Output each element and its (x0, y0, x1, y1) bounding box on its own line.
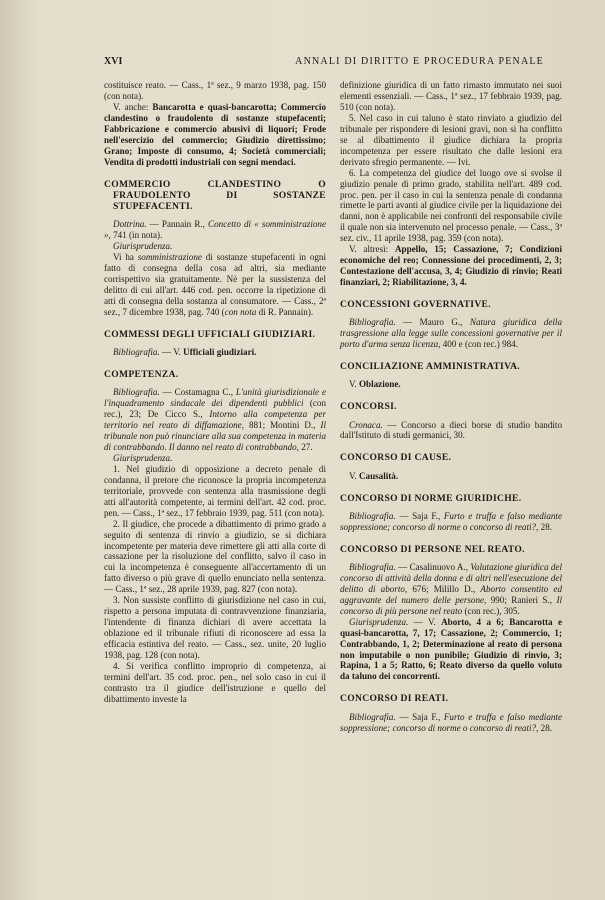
see-also-entry: V. Oblazione. (349, 379, 401, 390)
giurisprudenza-label: Giurisprudenza. (113, 452, 173, 463)
giurisprudenza-label: Giurisprudenza. (113, 241, 173, 252)
paragraph: 5. Nel caso in cui taluno è stato rinviato a giudizio del tribunale per rispondere di lesioni gravi, non si ha conflitto se al dibattimento il giudice dichiara la propria incompetenza per essere risultato che dalle lesioni era derivato sfregio permanente. — Ivi. (340, 112, 562, 167)
paragraph: Vi ha somministrazione di sostanze stupefacenti in ogni fatto di consegna della cosa ad altri, sia mediante corrispettivo sia gratuitamente. Nè per la sussistenza del delitto di cui all'art. 446 cod. pen. occorre la ripetizione di atti di consegna della sostanza al consumatore. — Cass., 2ª sez., 7 dicembre 1938, pag. 740 (con nota di R. Pannain). (104, 252, 326, 317)
paragraph: definizione giuridica di un fatto rimasto immutato nei suoi elementi essenziali. — Cass., 1ª sez., 17 febbraio 1939, pag. 510 (con nota). (340, 80, 562, 112)
see-also-paragraph: V. anche: Bancarotta e quasi-bancarotta; Commercio clandestino o fraudolento di sostanze stupefacenti; Fabbricazione e commercio abusivi di liquori; Frode nell'esercizio del commercio; Giudizio direttissimo; Grano; Imposte di consumo, 4; Società commerciali; Vendita di prodotti industriali con segni mendaci. (104, 101, 326, 167)
running-title: ANNALI DI DIRITTO E PROCEDURA PENALE (295, 56, 544, 67)
paragraph: costituisce reato. — Cass., 1ª sez., 9 marzo 1938, pag. 150 (con nota). (104, 80, 326, 101)
paragraph: 3. Non sussiste conflitto di giurisdizione nel caso in cui, rispetto a persona imputata di contravvenzione finanziaria, l'intendente di finanza dichiari di avere accettata la oblazione ed il tribunale rifiuti di riconoscere ad essa la efficacia estintiva del reato. — Cass., sez. unite, 20 luglio 1938, pag. 128 (con nota). (104, 595, 326, 661)
right-column (340, 80, 562, 734)
section-heading-concessioni: CONCESSIONI GOVERNATIVE. (340, 299, 491, 311)
paragraph: 2. Il giudice, che procede a dibattimento di primo grado a seguito di sentenza di rinvio a giudizio, se si dichiara incompetente per materia deve rimettere gli atti alla corte di cassazione per la risoluzione del conflitto, salvo il caso in cui la incompetenza è conseguente all'accertamento di un fatto diverso o più grave di quello enunciato nella sentenza. — Cass., 1ª sez., 28 aprile 1939, pag. 827 (con nota). (104, 518, 326, 595)
section-heading-conciliazione: CONCILIAZIONE AMMINISTRATIVA. (340, 361, 520, 373)
dottrina-entry: Dottrina. — Pannain R., Concetto di « somministrazione », 741 (in nota). (104, 219, 326, 241)
section-heading-concorso-norme: CONCORSO DI NORME GIURIDICHE. (340, 492, 522, 504)
section-heading-commercio-clandestino: COMMERCIO CLANDESTINO O FRAUDOLENTO DI SOSTANZE STUPEFACENTI. (104, 178, 326, 213)
see-also-paragraph: V. altresì: Appello, 15; Cassazione, 7; Condizioni economiche del reo; Connessione dei procedimenti, 2, 3; Contestazione dell'accusa, 3, 4; Giudizio di rinvio; Reati finanziari, 2; Riabilitazione, 3, 4. (340, 244, 562, 288)
see-also-entry: V. Causalità. (349, 470, 399, 481)
section-heading-concorso-persone: CONCORSO DI PERSONE NEL REATO. (340, 543, 525, 555)
cronaca-entry: Cronaca. — Concorso a dieci borse di studio bandito dall'Istituto di studi germanici, 30. (340, 419, 562, 441)
left-column (104, 80, 326, 705)
section-heading-concorso-cause: CONCORSO DI CAUSE. (340, 452, 452, 464)
bibliografia-entry: Bibliografia. — Saja F., Furto e truffa e falso mediante soppressione; concorso di norme o concorso di reati?, 28. (340, 510, 562, 532)
paragraph: 4. Si verifica conflitto improprio di competenza, ai termini dell'art. 35 cod. proc. pen., nel solo caso in cui il contrasto tra il giudice dell'istruzione e quello del dibattimento investe la (104, 661, 326, 704)
bibliografia-entry: Bibliografia. — Saja F., Furto e truffa e falso mediante soppressione; concorso di norme o concorso di reati?, 28. (340, 711, 562, 733)
giurisprudenza-entry: Giurisprudenza. — V. Aborto, 4 a 6; Bancarotta e quasi-bancarotta, 7, 17; Cassazione, 2; Commercio, 1; Contrabbando, 1, 2; Determinazione al reato di persona non imputabile o non punibile; Giudizio di rinvio, 3; Rapina, 1 a 5; Ratto, 6; Reato diverso da quello voluto da taluno dei concorrenti. (340, 616, 562, 682)
section-heading-concorso-reati: CONCORSO DI REATI. (340, 693, 449, 705)
bibliografia-entry: Bibliografia. — Costamagna C., L'unità giurisdizionale e l'inquadramento sindacale dei dipendenti pubblici (con rec.), 23; De Cicco S., Intorno alla competenza per territorio nel reato di diffamazione, 881; Montini D., Il tribunale non può rinunciare alla sua competenza in materia di contrabbando. Il danno nel reato di contrabbando, 27. (104, 387, 326, 452)
section-heading-competenza: COMPETENZA. (104, 368, 179, 380)
page-number: XVI (104, 56, 123, 67)
section-heading-commessi: COMMESSI DEGLI UFFICIALI GIUDIZIARI. (104, 328, 316, 340)
bibliografia-entry: Bibliografia. — Casalinuovo A., Valutazione giuridica del concorso di attività della donna e di altri nell'esecuzione del delitto di aborto, 676; Milillo D., Aborto consentito ed aggravante del numero delle persone, 990; Ranieri S., Il concorso di più persone nel reato (con rec.), 305. (340, 561, 562, 616)
paragraph: 1. Nel giudizio di opposizione a decreto penale di condanna, il pretore che riconosce la propria incompetenza territoriale, provvede con sentenza alla trasmissione degli atti all'autorità competente, ai termini dell'art. 42 cod. proc. pen. — Cass., 1ª sez., 17 febbraio 1939, pag. 511 (con nota). (104, 463, 326, 518)
section-heading-concorsi: CONCORSI. (340, 401, 397, 413)
paragraph: 6. La competenza del giudice del luogo ove si svolse il giudizio penale di primo grado, stabilita nell'art. 489 cod. proc. pen. per il caso in cui la sentenza penale di condanna rimette le parti avanti al giudice civile per la liquidazione dei danni, non è applicabile nei confronti del responsabile civile il quale non sia intervenuto nel processo penale. — Cass., 3ª sez. civ., 11 aprile 1938, pag. 359 (con nota). (340, 167, 562, 244)
bibliografia-entry: Bibliografia. — V. Ufficiali giudiziari. (113, 347, 257, 358)
bibliografia-entry: Bibliografia. — Mauro G., Natura giuridica della trasgressione alla legge sulle concessioni governative per il porto d'arma senza licenza, 400 e (con rec.) 984. (340, 317, 563, 350)
running-header (104, 56, 544, 70)
